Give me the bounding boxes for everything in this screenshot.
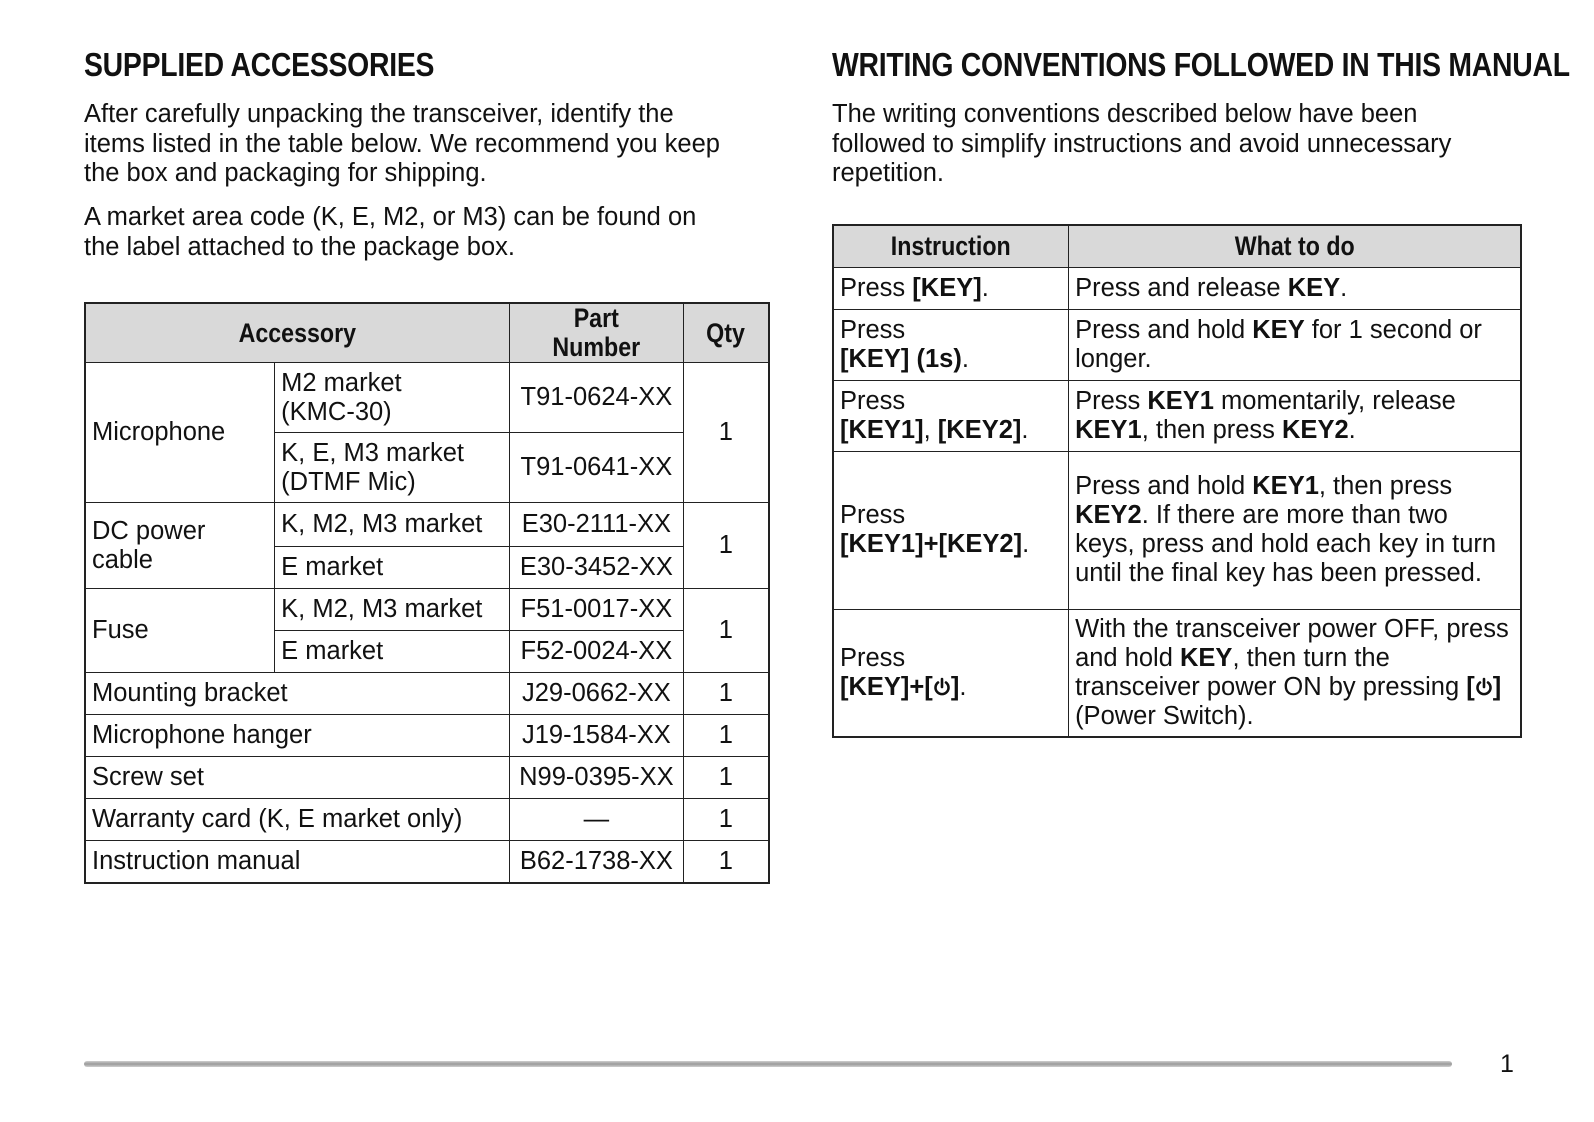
header-part-number: Part Number: [510, 303, 684, 363]
instruction-cell: Press [KEY].: [833, 267, 1069, 309]
intro-line: After carefully unpacking the transceiver, identify the: [84, 100, 674, 128]
table-row: [833, 451, 1521, 609]
header-qty: Qty: [683, 303, 769, 363]
qty-cell: 1: [683, 673, 769, 715]
intro-line: items listed in the table below. We recommend you keep: [84, 129, 720, 158]
table-row: [85, 757, 769, 799]
conventions-line: repetition.: [832, 159, 944, 187]
conventions-line: followed to simplify instructions and avoid unnecessary: [832, 129, 1452, 158]
table-header-row: [85, 303, 769, 363]
qty-cell: 1: [683, 363, 769, 503]
instruction-cell: Press [KEY]+[ ].: [833, 609, 1069, 737]
table-row: [85, 673, 769, 715]
table-row: [85, 799, 769, 841]
market-cell: K, M2, M3 market: [275, 589, 510, 631]
table-row: [85, 715, 769, 757]
qty-cell: 1: [683, 841, 769, 883]
what-to-do-cell: With the transceiver power OFF, press and hold KEY, then turn the transceiver power ON by pressing [ ] (Power Switch).: [1069, 609, 1521, 737]
qty-cell: 1: [683, 799, 769, 841]
accessories-table: [84, 302, 770, 884]
header-what-to-do: What to do: [1069, 225, 1521, 267]
power-icon: [1475, 677, 1493, 697]
table-row: [833, 380, 1521, 451]
table-row: [833, 309, 1521, 380]
page-title-supplied-accessories: SUPPLIED ACCESSORIES: [84, 46, 435, 83]
table-row: [85, 841, 769, 883]
part-number-cell: J29-0662-XX: [510, 673, 684, 715]
qty-cell: 1: [683, 503, 769, 589]
part-number-cell: F52-0024-XX: [510, 631, 684, 673]
conventions-paragraph: [832, 100, 1451, 189]
what-to-do-cell: Press and hold KEY1, then press KEY2. If there are more than two keys, press and hold each key in turn until the final key has been pressed.: [1069, 451, 1521, 609]
market-line: A market area code (K, E, M2, or M3) can be found on: [84, 203, 697, 231]
table-row: [833, 267, 1521, 309]
item-dc-power-cable: DC power cable: [85, 503, 275, 589]
intro-paragraph: [84, 100, 720, 189]
market-cell: K, M2, M3 market: [275, 503, 510, 547]
what-to-do-cell: Press and hold KEY for 1 second or longer.: [1069, 309, 1521, 380]
instruction-cell: Press [KEY1], [KEY2].: [833, 380, 1069, 451]
part-number-cell: B62-1738-XX: [510, 841, 684, 883]
part-number-cell: J19-1584-XX: [510, 715, 684, 757]
market-cell: E market: [275, 631, 510, 673]
part-number-cell: T91-0641-XX: [510, 433, 684, 503]
market-cell: K, E, M3 market (DTMF Mic): [275, 433, 510, 503]
header-instruction: Instruction: [833, 225, 1069, 267]
qty-cell: 1: [683, 715, 769, 757]
item-instruction-manual: Instruction manual: [85, 841, 510, 883]
item-microphone: Microphone: [85, 363, 275, 503]
header-accessory: Accessory: [85, 303, 510, 363]
item-screw-set: Screw set: [85, 757, 510, 799]
page-number: 1: [1500, 1050, 1514, 1078]
part-number-cell: E30-2111-XX: [510, 503, 684, 547]
conventions-table: [832, 224, 1522, 738]
part-number-cell: N99-0395-XX: [510, 757, 684, 799]
table-row: [85, 503, 769, 547]
part-number-cell: E30-3452-XX: [510, 547, 684, 589]
market-line: the label attached to the package box.: [84, 232, 515, 261]
item-warranty-card: Warranty card (K, E market only): [85, 799, 510, 841]
power-icon: [933, 677, 951, 697]
instruction-cell: Press [KEY] (1s).: [833, 309, 1069, 380]
what-to-do-cell: Press KEY1 momentarily, release KEY1, then press KEY2.: [1069, 380, 1521, 451]
market-cell: M2 market (KMC-30): [275, 363, 510, 433]
table-row: [85, 363, 769, 433]
market-cell: E market: [275, 547, 510, 589]
item-mounting-bracket: Mounting bracket: [85, 673, 510, 715]
page-title-writing-conventions: WRITING CONVENTIONS FOLLOWED IN THIS MANUAL: [832, 46, 1570, 83]
instruction-cell: Press [KEY1]+[KEY2].: [833, 451, 1069, 609]
table-row: [85, 589, 769, 631]
part-number-cell: T91-0624-XX: [510, 363, 684, 433]
market-code-paragraph: [84, 203, 696, 262]
part-number-cell: —: [510, 799, 684, 841]
item-microphone-hanger: Microphone hanger: [85, 715, 510, 757]
intro-line: the box and packaging for shipping.: [84, 159, 487, 187]
qty-cell: 1: [683, 757, 769, 799]
item-fuse: Fuse: [85, 589, 275, 673]
qty-cell: 1: [683, 589, 769, 673]
table-row: [833, 609, 1521, 737]
what-to-do-cell: Press and release KEY.: [1069, 267, 1521, 309]
table-header-row: [833, 225, 1521, 267]
conventions-line: The writing conventions described below have been: [832, 100, 1418, 128]
footer-divider: [84, 1061, 1452, 1067]
part-number-cell: F51-0017-XX: [510, 589, 684, 631]
